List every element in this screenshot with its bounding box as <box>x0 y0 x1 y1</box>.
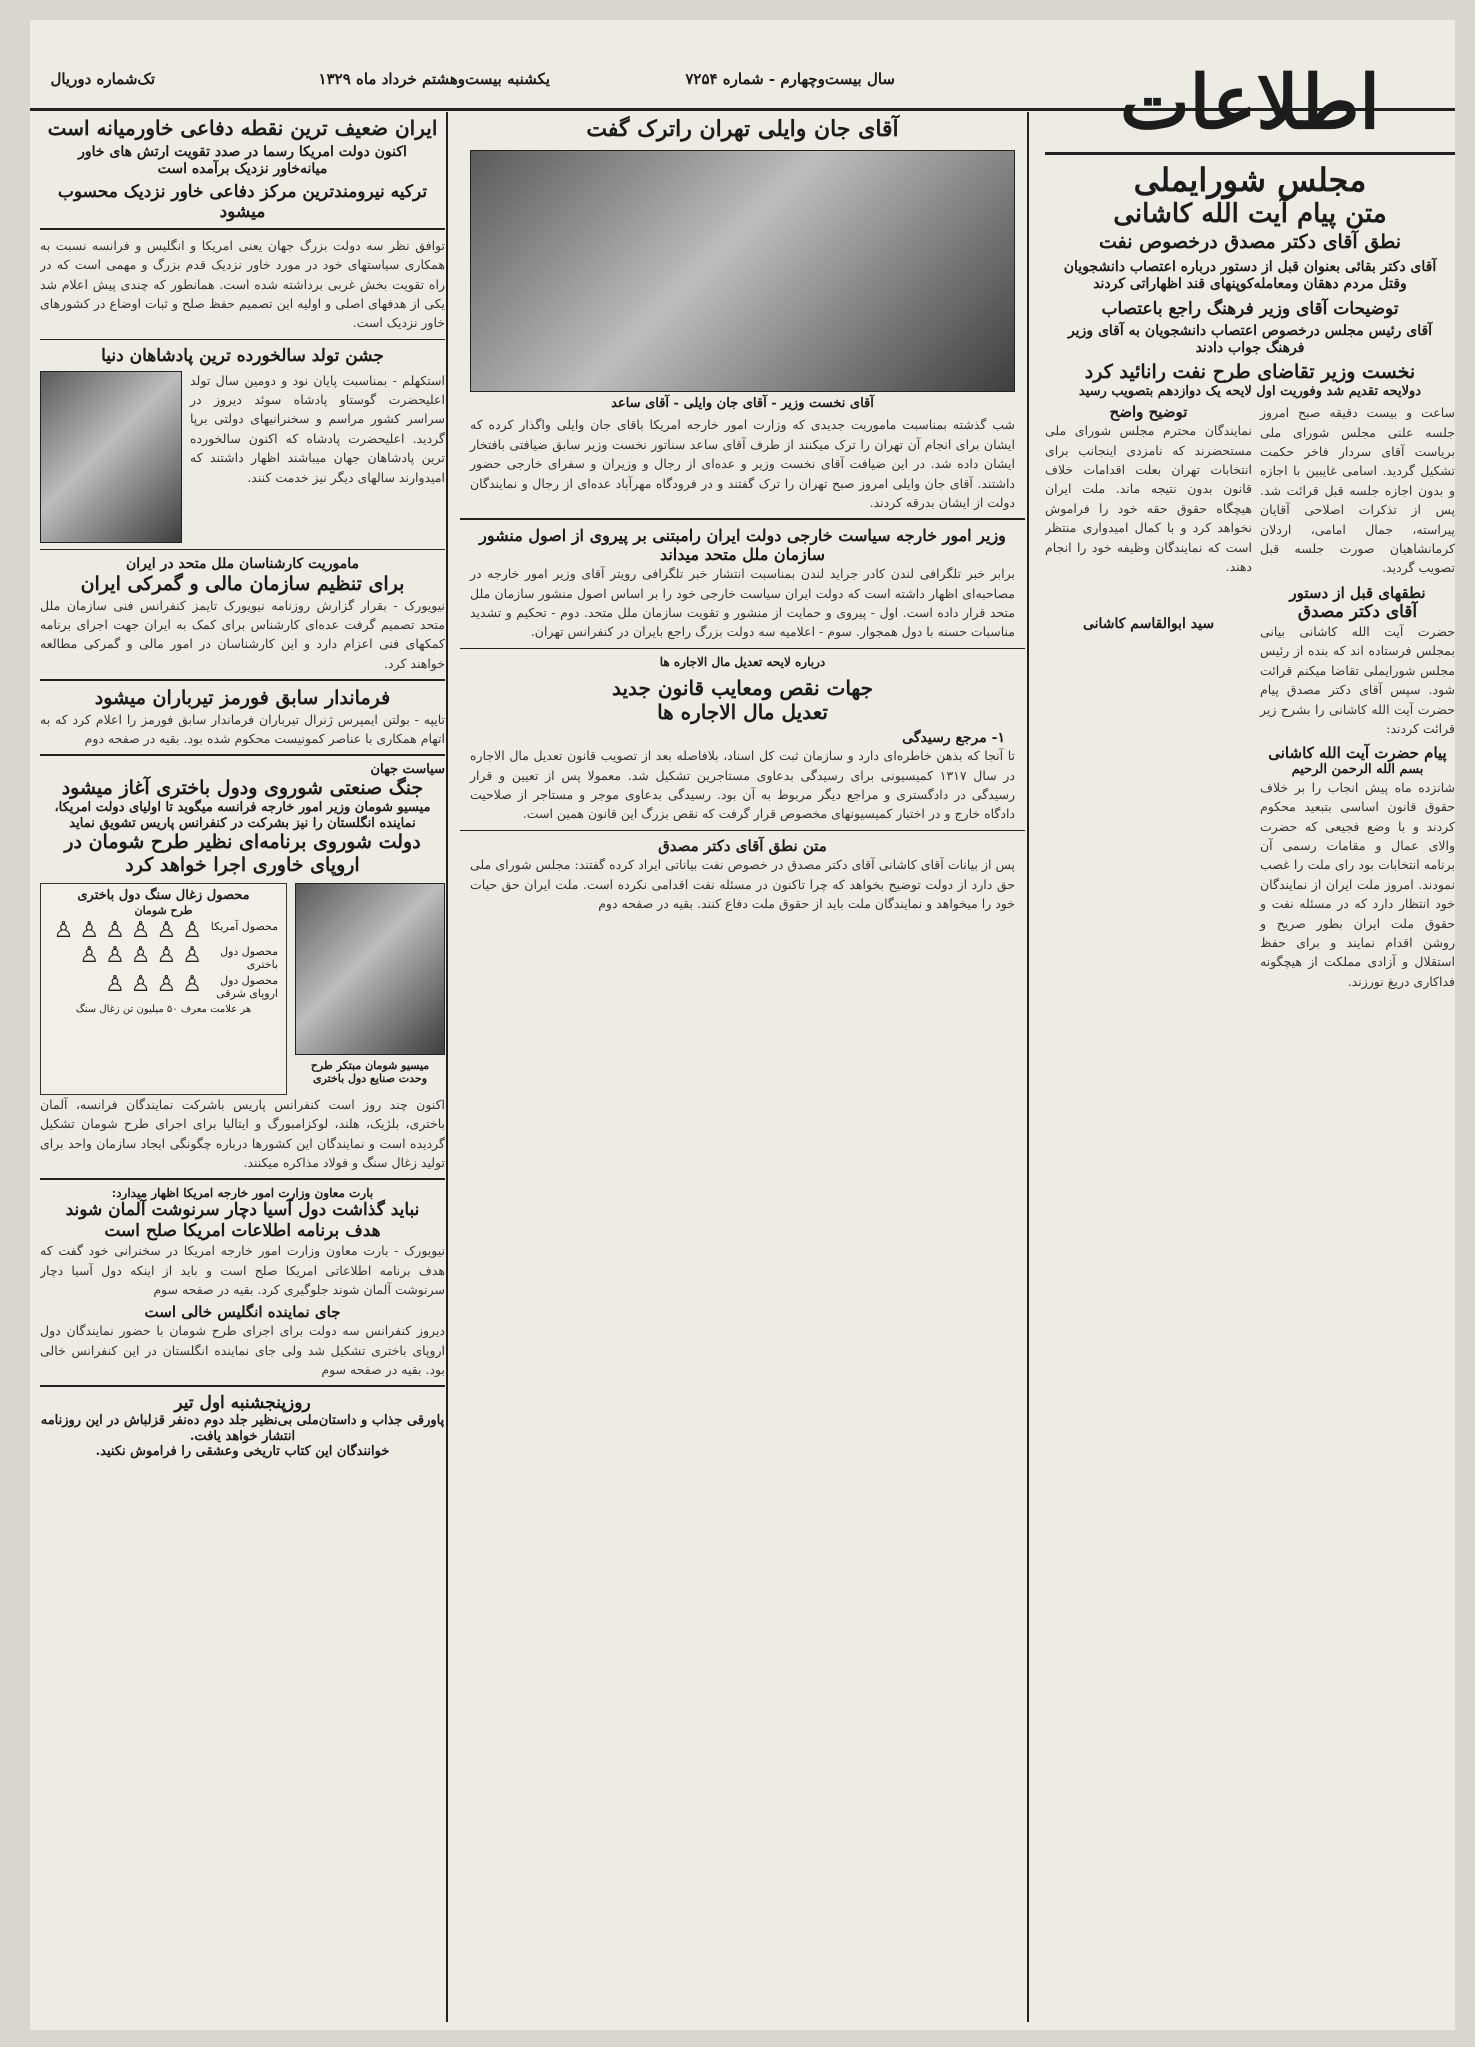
rent-text: تا آنجا که بذهن خاطره‌ای دارد و سازمان ثبت کل اسناد، بلافاصله بعد از تصویب قانون تعدیل مال الاجاره در سال ۱۳۱۷ کمیسیونی برای رسیدگی بدعاوی مستاجرین تشکیل شد. معمولا پس از تعیین و قرار رسیدگی در دادگستری و مراجع دیگر مربوط به آن بود. رسیدگی بدعاوی موجر و مستاجر از صلاحیت دادگاه خارج و در اختیار کمیسیونهای مخصوص قرار گرفت که نقص بزرگ این قانون همین است. <box>470 748 1015 822</box>
formosa-text: تایپه - بولتن ایمپرس ژنرال تیرباران فرماندار سابق فورمز را اعلام کرد که به اتهام همکاری با عناصر کمونیست محکوم شده بود. بقیه در صفحه دوم <box>40 711 445 746</box>
subhead-schuman: میسیو شومان وزیر امور خارجه فرانسه میگوید تا اولیای دولت امریکا، نماینده انگلستان را نیز بشرکت در کنفرانس پاریس تشویق نماید <box>54 800 431 831</box>
subhead-speaker: آقای رئیس مجلس درخصوص اعتصاب دانشجویان به آقای وزیر فرهنگ جواب دادند <box>1067 323 1433 357</box>
photo-wiley-dinner <box>470 150 1015 392</box>
headline-asia: نباید گذاشت دول آسیا دچار سرنوشت آلمان شوند <box>65 1200 420 1221</box>
issue-number: سال بیست‌و‌چهارم - شماره ۷۲۵۴ <box>685 70 895 88</box>
subhead-barrett: بارت معاون وزارت امور خارجه امریکا اظهار میدارد: <box>111 1185 374 1200</box>
king-birthday-text: استکهلم - بمناسبت پایان نود و دومین سال تولد اعلیحضرت گوستاو پادشاه سوئد دیروز در سراسر کشور مراسم و سخنرانیهای دولتی برپا گردید. اعلیحضرت پادشاه که اکنون سالخورده ترین پادشاهان جهان میباشند اظهار داشتند که امیدوارند سالهای دیگر نیز خدمت کنند. <box>190 372 445 485</box>
worker-icon: ♙ <box>182 917 202 943</box>
photo-schuman <box>295 883 445 1055</box>
barrett-text: نیویورک - بارت معاون وزارت امور خارجه امریکا در سخنرانی خود گفت که هدف برنامه اطلاعاتی امریکا صلح است و باید از اینکه دول آسیا دچار سرنوشت آلمان شوند جلوگیری کرد. بقیه در صفحه سوم <box>40 1243 445 1297</box>
headline-king-birthday: جشن تولد سالخورده ترین پادشاهان دنیا <box>101 346 384 367</box>
head-speeches: نطقهای قبل از دستور <box>1289 583 1426 602</box>
foreign-policy-text: برابر خبر تلگرافی لندن کادر جراید لندن بمناسبت انتشار خبر تلگرافی رویتر آقای وزیر امور خارجه در مصاحبه‌ای اظهار داشته است که دولت ایران سیاست خارجی خود را بر اساس اصول منشور سازمان ملل متحد قرار داده است. اول - پیروی و حمایت از منشور و تقویت سازمان ملل متحد. دوم - تحکیم و تشدید مناسبات حسنه با دول همجوار. سوم - اعلامیه سه دولت بزرگ راجع بایران در کنفرانس تهران. <box>470 566 1015 640</box>
headline-majlis: مجلس شورایملی <box>1133 161 1367 199</box>
newspaper-logo: اطلاعات <box>1120 60 1380 146</box>
headline-customs: برای تنظیم سازمان مالی و گمرکی ایران <box>80 572 405 595</box>
subhead-culture-minister: توضیحات آقای وزیر فرهنگ راجع باعتصاب <box>1101 298 1399 319</box>
headline-foreign-minister: وزیر امور خارجه سیاست خارجی دولت ایران رامبتنی بر پیروی از اصول منشور سازمان ملل متحد میداند <box>479 525 1006 564</box>
session-text: ساعت و بیست دقیقه صبح امروز جلسه علنی مجلس شورای ملی بریاست آقای سردار فاخر حکمت تشکیل گردید. اسامی غایبین با اجازه و بدون اجازه جلسه قبل قرائت شد. پس از تذکرات اصلاحی آقایان پیراسته، جمال امامی، اردلان کرمانشاهیان صورت جلسه قبل تصویب گردید. <box>1260 405 1455 576</box>
graphic-row-eastern <box>41 971 286 1000</box>
worker-icon: ♙ <box>156 971 177 997</box>
subhead-turkey: ترکیه نیرومندترین مرکز دفاعی خاور نزدیک محسوب میشود <box>57 181 428 222</box>
ad-serial: پاورقی جذاب و داستان‌ملی بی‌نظیر جلد دوم ده‌نفر قزلباش در این روزنامه انتشار خواهد یافت. <box>40 1413 445 1444</box>
caption-wiley: آقای نخست وزیر - آقای جان وایلی - آقای ساعد <box>611 396 874 412</box>
column-rule-left <box>446 112 448 2022</box>
worker-icon: ♙ <box>182 971 202 997</box>
subhead-baghaei: آقای دکتر بقائی بعنوان قبل از دستور درباره اعتصاب دانشجویان وقتل مردم دهقان ومعامله‌کوپنهای قند اظهاراتی کردند <box>1063 259 1437 293</box>
section-world-politics: سیاست جهان <box>370 761 445 777</box>
worker-icon: ♙ <box>130 971 151 997</box>
headline-wiley: آقای جان وایلی تهران راترک گفت <box>586 116 899 142</box>
graphic-subtitle: طرح شومان <box>134 903 193 917</box>
worker-icon: ♙ <box>53 917 74 943</box>
headline-un-experts: ماموریت کارشناسان ملل متحد در ایران <box>126 556 359 573</box>
worker-icon: ♙ <box>156 917 177 943</box>
head-mossadegh-speech: متن نطق آقای دکتر مصدق <box>658 837 827 856</box>
coal-production-graphic <box>40 883 287 1095</box>
worker-icon: ♙ <box>79 917 100 943</box>
mossadegh-text: حضرت آیت الله کاشانی بیانی بمجلس فرستاده اند که بنده از رئیس مجلس شورایملی تقاضا میکنم قرائت شود. سپس آقای دکتر مصدق پیام حضرت آیت الله کاشانی را بشرح زیر قرائت کردند: <box>1260 624 1455 736</box>
column-middle <box>460 110 1025 2020</box>
explanation-text: نمایندگان محترم مجلس شورای ملی مستحضرند که نامزدی اینجانب برای انتخابات تهران بعلت اقدامات خلاف قانون بدون نتیجه ماند. ملت ایران هیچگاه حقوق حقه خود را فراموش نخواهد کرد و با کمال امیدواری منتظر است که نمایندگان وظیفه خود را انجام دهند. <box>1045 423 1252 574</box>
headline-soviet-plan: دولت شوروی برنامه‌ای نظیر طرح شومان در اروپای خاوری اجرا خواهد کرد <box>64 831 421 877</box>
headline-kashani: متن پیام آیت الله کاشانی <box>1113 199 1387 230</box>
worker-icon: ♙ <box>105 942 125 968</box>
worker-icon: ♙ <box>156 942 177 968</box>
graphic-label-eastern: محصول دول اروپای شرقی <box>216 973 278 1000</box>
graphic-row-america <box>41 917 286 943</box>
kashani-message-text: شانزده ماه پیش انجاب را بر خلاف حقوق قانون اساسی بتبعید محکوم کردند و با وضع فجیعی که حضرت والای عمال و مقامات رسمی آن برنامه انتخابات بود رای ملت را غصب نمودند. امروز ملت ایران از نمایندگان خود انتظار دارد که در مسئله نفت و حقوق ملت ایران بطور صریح و روشن اقدام نمایند و برای حفظ استقلال و آزادی مملکت از هیچگونه فداکاری دریغ نورزند. <box>1260 779 1455 989</box>
graphic-row-western <box>41 942 286 971</box>
column-rule-right <box>1027 112 1029 2022</box>
worker-icon: ♙ <box>79 942 100 968</box>
mossadegh-speech-text: پس از بیانات آقای کاشانی آقای دکتر مصدق در خصوص نفت بیاناتی ایراد کرده گفتند: مجلس شورای ملی حق دارد از دولت توضیح بخواهد که چرا تاکنون در مسئله نفت اقدامی نکرده است. ملت ایران حق حیات خود را میخواهد و نمایندگان ملت باید از حقوق ملت دفاع کنند. بقیه در صفحه دوم <box>470 857 1015 912</box>
kashani-signature: سید ابوالقاسم کاشانی <box>1082 616 1215 633</box>
headline-industrial-war: جنگ صنعتی شوروی ودول باختری آغاز میشود <box>61 777 424 800</box>
headline-mossadegh: نطق آقای دکتر مصدق درخصوص نفت <box>1098 230 1402 253</box>
caption-schuman: میسیو شومان مبتکر طرح وحدت صنایع دول باختری <box>310 1058 430 1085</box>
issue-price: تک‌شماره دوریال <box>50 70 155 88</box>
photo-king-gustav <box>40 371 182 543</box>
column-right <box>1045 60 1455 2020</box>
worker-icon: ♙ <box>130 942 151 968</box>
graphic-title: محصول زغال سنگ دول باختری <box>77 887 250 903</box>
head-kashani-message: پیام حضرت آیت الله کاشانی <box>1268 744 1447 763</box>
headline-rent-adjust: تعدیل مال الاجاره ها <box>657 699 828 724</box>
graphic-label-america: محصول آمریکا <box>210 919 278 933</box>
newspaper-page <box>30 20 1455 2030</box>
worker-icon: ♙ <box>105 917 125 943</box>
head-explanation: توضیح واضح <box>1109 403 1188 422</box>
graphic-label-western: محصول دول باختری <box>220 944 278 971</box>
rent-subhead: ۱- مرجع رسیدگی <box>902 729 1005 746</box>
ad-readers: خوانندگان این کتاب تاریخی وعشقی را فراموش نکنید. <box>95 1444 390 1460</box>
headline-iran-defense: ایران ضعیف ترین نقطه دفاعی خاورمیانه است <box>47 116 438 140</box>
headline-formosa: فرماندار سابق فورمز تیرباران میشود <box>94 686 391 709</box>
worker-icon: ♙ <box>130 917 151 943</box>
wiley-text: شب گذشته بمناسبت ماموریت جدیدی که وزارت امور خارجه امریکا باقای جان وایلی واگذار کرده که ایشان برای انجام آن تهران را ترک میکنند از طرف آقای ساعد سناتور نخست وزیر سابق ضیافتی بافتخار ایشان داده شد. در این ضیافت آقای نخست وزیر و عده‌ای از رجال و وزیران و سفرای خارجی حضور داشتند. آقای جان وایلی امروز صبح تهران را ترک گفتند و در فرودگاه مهرآباد عده‌ای از رجال و نمایندگان دولت از ایشان بدرقه کردند. <box>470 417 1015 510</box>
column-left <box>40 110 445 2020</box>
graphic-note: هر علامت معرف ۵۰ میلیون تن زغال سنگ <box>75 1003 252 1015</box>
headline-rent-law: جهات نقص ومعایب قانون جدید <box>611 675 874 700</box>
schuman-text: اکنون چند روز است کنفرانس پاریس باشرکت نمایندگان فرانسه، آلمان باختری، بلژیک، هلند، لوکزامبورگ و ایتالیا برای اجرای طرح شومان تشکیل گردیده است و نمایندگان این کشورها درباره چگونگی ایجاد سازمان واحد برای تولید زغال سنگ و فولاد مذاکره میکنند. <box>40 1096 445 1171</box>
head-bismillah: بسم الله الرحمن الرحیم <box>1291 762 1424 778</box>
un-experts-text: نیویورک - بقرار گزارش روزنامه نیویورک تایمز کنفرانس فنی سازمان ملل متحد تصمیم گرفت عده‌ای کارشناس برای کمک به ایران جهت اجرای برنامه کمکهای فنی اعزام دارد و این کارشناسان در امور مالی و گمرکی مطالعه خواهند کرد. <box>40 597 445 671</box>
subhead-bills: دولایحه تقدیم شد وفوریت اول لایحه یک دوازدهم بتصویب رسید <box>1078 383 1422 399</box>
ad-thursday: روزپنجشنبه اول تیر <box>174 1392 311 1413</box>
headline-us-info: هدف برنامه اطلاعات امریکا صلح است <box>104 1220 381 1241</box>
head-mossadegh: آقای دکتر مصدق <box>1297 601 1418 622</box>
rent-note: درباره لایحه تعدیل مال الاجاره ها <box>659 655 826 670</box>
worker-icon: ♙ <box>105 971 125 997</box>
headline-britain-absent: جای نماینده انگلیس خالی است <box>144 1303 341 1322</box>
worker-icon: ♙ <box>182 942 202 968</box>
britain-text: دیروز کنفرانس سه دولت برای اجرای طرح شومان با حضور نمایندگان دول اروپای باختری تشکیل شد ولی جای نماینده انگلستان در این کنفرانس خالی بود. بقیه در صفحه سوم <box>40 1323 445 1377</box>
subhead-us-support: اکنون دولت امریکا رسما در صدد تقویت ارتش های خاور میانه‌خاور نزدیک برآمده است <box>78 144 407 177</box>
defense-text: توافق نظر سه دولت بزرگ جهان یعنی امریکا و انگلیس و فرانسه نسبت به همکاری سیاستهای خود در مورد خاور نزدیک قدم بزرگ و مهمی است که در راه تقویت بخش غربی برداشته شده است. همانطور که چندی پیش اعلام شد یکی از هدفهای اصلی و اولیه این تصمیم حفظ صلح و ثبات اوضاع در کشورهای خاور نزدیک است. <box>40 237 445 331</box>
issue-date: یکشنبه بیست‌و‌هشتم خرداد ماه ۱۳۲۹ <box>318 70 550 88</box>
subhead-prime-minister: نخست وزیر تقاضای طرح نفت رانائید کرد <box>1084 360 1416 383</box>
